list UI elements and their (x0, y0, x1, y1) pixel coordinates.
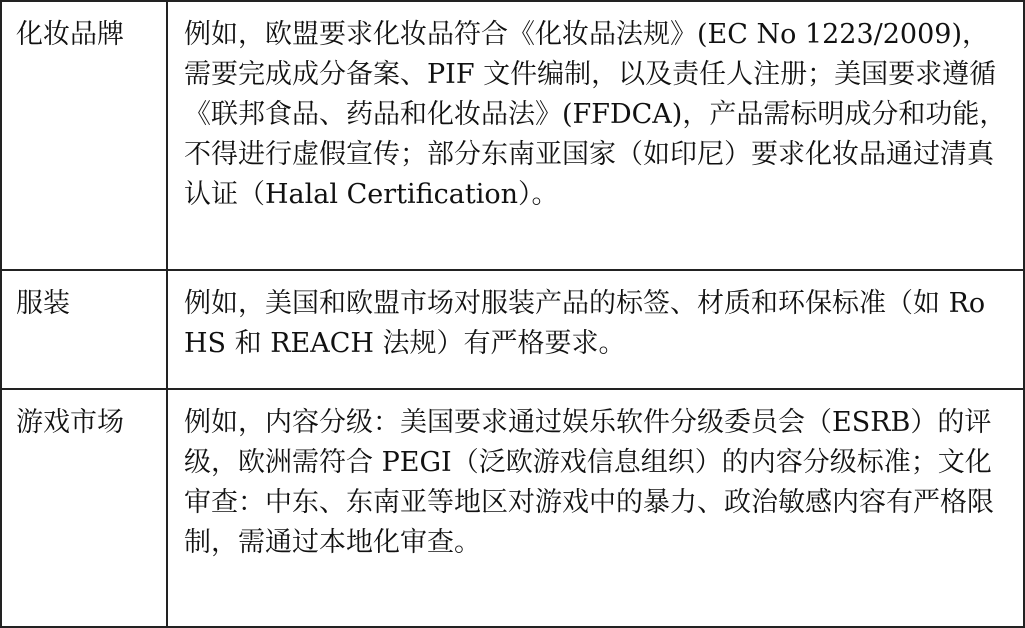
category-cell: 服装 (1, 270, 167, 389)
table-row-gaming (1, 389, 1024, 627)
table-row-apparel (1, 270, 1024, 389)
category-cell: 游戏市场 (1, 389, 167, 627)
description-cell: 例如，内容分级：美国要求通过娱乐软件分级委员会（ESRB）的评级，欧洲需符合 PEGI（泛欧游戏信息组织）的内容分级标准；文化审查：中东、东南亚等地区对游戏中的暴力、政治敏感内容有严格限制，需通过本地化审查。 (167, 389, 1024, 627)
description-cell: 例如，欧盟要求化妆品符合《化妆品法规》(EC No 1223/2009)，需要完成成分备案、PIF 文件编制，以及责任人注册；美国要求遵循《联邦食品、药品和化妆品法》(FFDCA)，产品需标明成分和功能，不得进行虚假宣传；部分东南亚国家（如印尼）要求化妆品通过清真认证（Halal Certification）。 (167, 1, 1024, 270)
description-cell: 例如，美国和欧盟市场对服装产品的标签、材质和环保标准（如 RoHS 和 REACH 法规）有严格要求。 (167, 270, 1024, 389)
category-cell: 化妆品牌 (1, 1, 167, 270)
table-row-cosmetics (1, 1, 1024, 270)
